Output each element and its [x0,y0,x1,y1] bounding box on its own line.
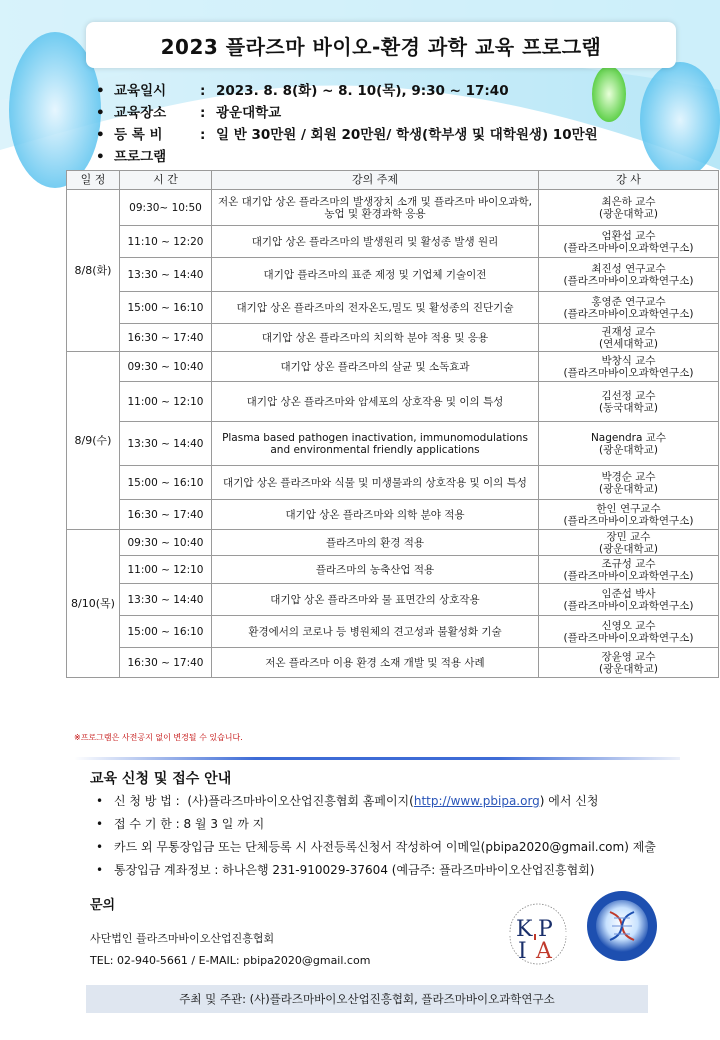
homepage-link[interactable]: http://www.pbipa.org [413,794,540,808]
cell-time: 13:30 ~ 14:40 [120,258,212,292]
speaker-name: 박창식 교수 [601,354,656,367]
cell-speaker [539,258,719,292]
cell-topic: 저온 플라즈마 이용 환경 소재 개발 및 적용 사례 [212,648,539,678]
table-row [67,584,719,616]
cell-time: 15:00 ~ 16:10 [120,616,212,648]
table-row [67,648,719,678]
program-notice: ※프로그램은 사전공지 없이 변경될 수 있습니다. [74,733,243,742]
apply-method: • 신 청 방 법 : (사)플라즈마바이오산업진흥협회 홈페이지( http://www.pbipa.org ) 에서 신청 [96,790,656,813]
speaker-name: 임준섭 박사 [601,587,656,600]
cell-time: 09:30 ~ 10:40 [120,530,212,556]
cell-time: 16:30 ~ 17:40 [120,324,212,352]
cell-speaker [539,616,719,648]
cell-topic: 대기압 상온 플라즈마의 발생원리 및 활성종 발생 원리 [212,226,539,258]
cell-topic: 대기압 상온 플라즈마의 치의학 분야 적용 및 응용 [212,324,539,352]
table-row [67,466,719,500]
cell-speaker [539,466,719,500]
speaker-name: 조규성 교수 [601,557,656,570]
cell-speaker [539,500,719,530]
apply-deadline: • 접 수 기 한 : 8 월 3 일 까 지 [96,817,265,831]
section-divider [74,757,680,760]
cell-speaker [539,226,719,258]
speaker-name: 최은하 교수 [601,195,656,208]
cell-topic: 대기압 상온 플라즈마와 물 표면간의 상호작용 [212,584,539,616]
speaker-affiliation: (플라즈마바이오과학연구소) [563,307,694,320]
table-row [67,190,719,226]
table-row [67,382,719,422]
speaker-name: 한인 연구교수 [596,502,661,515]
cell-time: 09:30 ~ 10:40 [120,352,212,382]
speaker-name: 홍영준 연구교수 [591,295,666,308]
cell-speaker [539,292,719,324]
kpia-logo [500,892,576,974]
cell-topic: 환경에서의 코로나 등 병원체의 견고성과 불활성화 기술 [212,616,539,648]
header-time: 시 간 [120,171,212,190]
table-row [67,530,719,556]
page-title: 2023 플라즈마 바이오-환경 과학 교육 프로그램 [86,22,676,68]
cell-date: 8/8(화) [67,190,120,352]
svg-text:A: A [536,939,552,964]
cell-time: 13:30 ~ 14:40 [120,584,212,616]
cell-topic: Plasma based pathogen inactivation, immunomodulations and environmental friendly applications [212,422,539,466]
blue-bubble-right [640,62,720,178]
cell-time: 11:00 ~ 12:10 [120,382,212,422]
cell-speaker [539,648,719,678]
header-speaker: 강 사 [539,171,719,190]
cell-topic: 대기압 상온 플라즈마와 의학 분야 적용 [212,500,539,530]
speaker-name: 장민 교수 [606,530,651,543]
cell-speaker [539,584,719,616]
speaker-name: 장윤영 교수 [601,650,656,663]
apply-account: • 통장입금 계좌정보 : 하나은행 231-910029-37604 (예금주: 플라즈마바이오산업진흥협회) [96,863,595,877]
plasma-center-logo [586,890,658,962]
info-venue: • 교육장소 : 광운대학교 [96,105,282,121]
cell-topic: 대기압 상온 플라즈마와 식물 및 미생물과의 상호작용 및 이의 특성 [212,466,539,500]
speaker-affiliation: (플라즈마바이오과학연구소) [563,599,694,612]
speaker-affiliation: (광운대학교) [599,542,658,555]
table-row [67,556,719,584]
apply-list [96,790,656,882]
table-row [67,324,719,352]
cell-time: 16:30 ~ 17:40 [120,648,212,678]
header-date: 일 정 [67,171,120,190]
cell-topic: 저온 대기압 상온 플라즈마의 발생장치 소개 및 플라즈마 바이오과학, 농업 및 환경과학 응용 [212,190,539,226]
cell-speaker [539,422,719,466]
table-row [67,352,719,382]
inquiry-contact: TEL: 02-940-5661 / E-MAIL: pbipa2020@gmail.com [90,954,371,967]
info-fee: • 등 록 비 : 일 반 30만원 / 회원 20만원/ 학생(학부생 및 대학원생) 10만원 [96,127,598,143]
header-topic: 강의 주제 [212,171,539,190]
speaker-affiliation: (플라즈마바이오과학연구소) [563,366,694,379]
cell-date: 8/10(목) [67,530,120,678]
table-row [67,292,719,324]
svg-text:P: P [538,917,553,942]
table-row [67,500,719,530]
speaker-affiliation: (광운대학교) [599,443,658,456]
info-date: • 교육일시 : 2023. 8. 8(화) ~ 8. 10(목), 9:30 ~ 17:40 [96,83,509,99]
apply-section-title: 교육 신청 및 접수 안내 [90,771,232,787]
cell-date: 8/9(수) [67,352,120,530]
speaker-affiliation: (플라즈마바이오과학연구소) [563,631,694,644]
cell-time: 15:00 ~ 16:10 [120,292,212,324]
speaker-affiliation: (광운대학교) [599,482,658,495]
svg-text:K: K [516,917,533,942]
speaker-affiliation: (플라즈마바이오과학연구소) [563,514,694,527]
speaker-name: 박경순 교수 [601,470,656,483]
cell-speaker [539,556,719,584]
speaker-affiliation: (플라즈마바이오과학연구소) [563,241,694,254]
cell-topic: 대기압 플라즈마의 표준 제정 및 기업체 기술이전 [212,258,539,292]
cell-speaker [539,382,719,422]
speaker-name: 신영오 교수 [601,619,656,632]
speaker-affiliation: (광운대학교) [599,207,658,220]
inquiry-org: 사단법인 플라즈마바이오산업진흥협회 [90,932,275,945]
speaker-name: 권재성 교수 [601,325,656,338]
speaker-affiliation: (플라즈마바이오과학연구소) [563,569,694,582]
cell-speaker [539,324,719,352]
speaker-affiliation: (광운대학교) [599,662,658,675]
cell-topic: 대기압 상온 플라즈마의 전자온도,밀도 및 활성종의 진단기술 [212,292,539,324]
speaker-affiliation: (플라즈마바이오과학연구소) [563,274,694,287]
cell-speaker [539,352,719,382]
cell-time: 11:00 ~ 12:10 [120,556,212,584]
speaker-affiliation: (연세대학교) [599,337,658,350]
cell-time: 11:10 ~ 12:20 [120,226,212,258]
cell-time: 16:30 ~ 17:40 [120,500,212,530]
cell-time: 13:30 ~ 14:40 [120,422,212,466]
cell-time: 09:30~ 10:50 [120,190,212,226]
apply-group: • 카드 외 무통장입금 또는 단체등록 시 사전등록신청서 작성하여 이메일(pbipa2020@gmail.com) 제출 [96,840,656,854]
cell-time: 15:00 ~ 16:10 [120,466,212,500]
footer-organizer: 주최 및 주관: (사)플라즈마바이오산업진흥협회, 플라즈마바이오과학연구소 [86,985,648,1013]
cell-topic: 대기압 상온 플라즈마의 살균 및 소독효과 [212,352,539,382]
cell-speaker [539,530,719,556]
cell-speaker [539,190,719,226]
schedule-table [66,170,719,678]
table-row [67,226,719,258]
speaker-name: 엄환섭 교수 [601,229,656,242]
info-list [96,80,598,168]
speaker-name: 최진성 연구교수 [591,262,666,275]
table-header-row [67,171,719,190]
cell-topic: 플라즈마의 농축산업 적용 [212,556,539,584]
table-row [67,616,719,648]
table-row [67,258,719,292]
table-row [67,422,719,466]
speaker-affiliation: (동국대학교) [599,401,658,414]
cell-topic: 대기압 상온 플라즈마와 암세포의 상호작용 및 이의 특성 [212,382,539,422]
cell-topic: 플라즈마의 환경 적용 [212,530,539,556]
speaker-name: Nagendra 교수 [590,431,667,444]
info-program: • 프로그램 [96,149,167,165]
svg-text:I: I [518,939,527,964]
speaker-name: 김선정 교수 [601,389,656,402]
inquiry-title: 문의 [90,898,116,913]
